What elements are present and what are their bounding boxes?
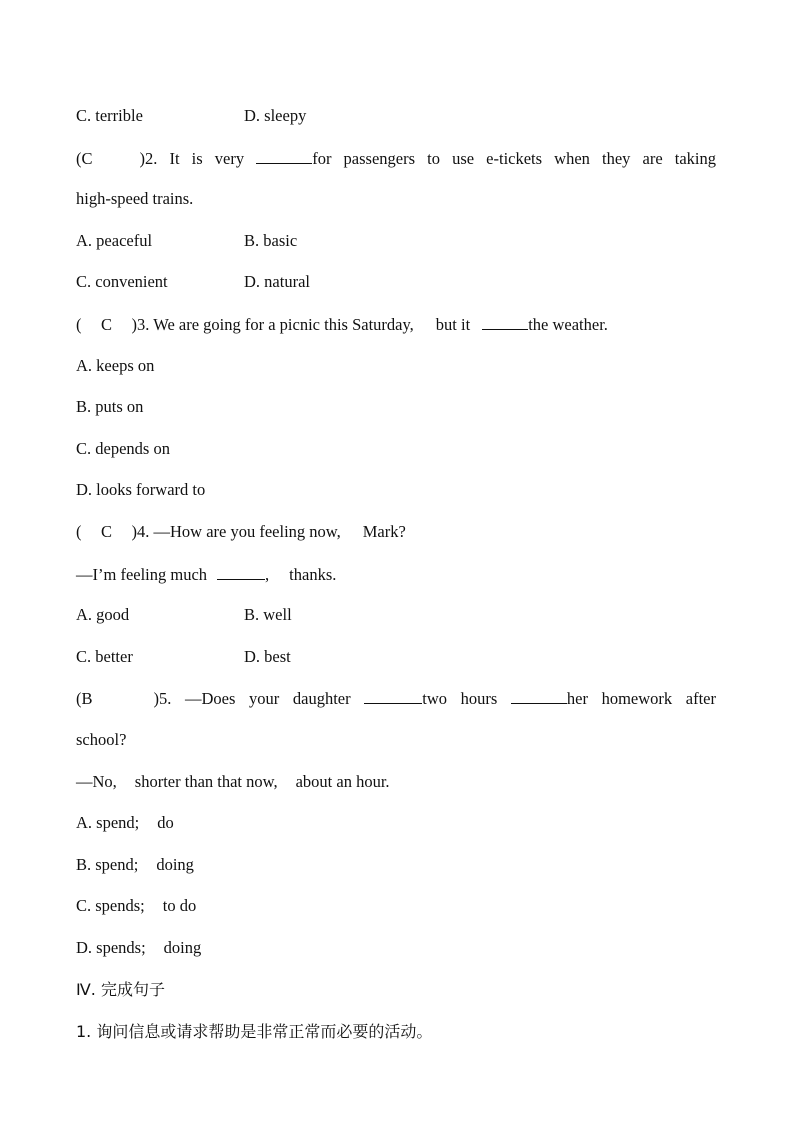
option-d: D. looks forward to [76, 480, 206, 499]
option-b: B. puts on [76, 397, 144, 416]
option-c: C. spends; to do [76, 896, 197, 915]
option-d: D. spends; doing [76, 938, 202, 957]
q5-stem-line2: school? [76, 730, 127, 749]
q5-reply: —No, shorter than that now, about an hour. [76, 772, 390, 791]
section-heading: Ⅳ. 完成句子 [76, 980, 165, 999]
option-a: A. good [76, 605, 130, 624]
option-d: D. best [244, 647, 291, 666]
option-c: C. terrible [76, 106, 143, 125]
option-b: B. spend; doing [76, 855, 194, 874]
option-c: C. depends on [76, 439, 170, 458]
answer-blank [482, 314, 528, 330]
answer-letter: C [100, 315, 112, 334]
answer-letter: B [81, 689, 93, 708]
q2-options-ab [76, 231, 298, 251]
answer-letter: C [81, 149, 93, 168]
q4-stem: ( C )4. —How are you feeling now, Mark? [76, 522, 406, 541]
answer-blank [217, 564, 265, 580]
q4-options-ab [76, 605, 292, 625]
option-a: A. peaceful [76, 231, 153, 250]
q4-reply: —I’m feeling much , thanks. [76, 565, 337, 584]
answer-blank [364, 688, 422, 704]
q2-stem-line1: (C )2. It is very for passengers to use e-tickets when they are taking [76, 149, 717, 168]
section-item-1: 1. 询问信息或请求帮助是非常正常而必要的活动。 [76, 1022, 433, 1041]
q1-options-cd [76, 106, 307, 126]
option-b: B. basic [244, 231, 298, 250]
option-d: D. sleepy [244, 106, 307, 125]
q2-options-cd [76, 272, 310, 292]
option-a: A. keeps on [76, 356, 155, 375]
option-a: A. spend; do [76, 813, 174, 832]
answer-blank [256, 148, 312, 164]
answer-blank [511, 688, 567, 704]
q2-stem-line2: high-speed trains. [76, 189, 194, 208]
option-c: C. convenient [76, 272, 168, 291]
q5-stem-line1: (B )5. —Does your daughter two hours her homework after [76, 689, 717, 708]
option-d: D. natural [244, 272, 310, 291]
q4-options-cd [76, 647, 291, 667]
answer-letter: C [100, 522, 112, 541]
option-b: B. well [244, 605, 292, 624]
option-c: C. better [76, 647, 133, 666]
q3-stem: ( C )3. We are going for a picnic this Saturday, but it the weather. [76, 315, 608, 334]
